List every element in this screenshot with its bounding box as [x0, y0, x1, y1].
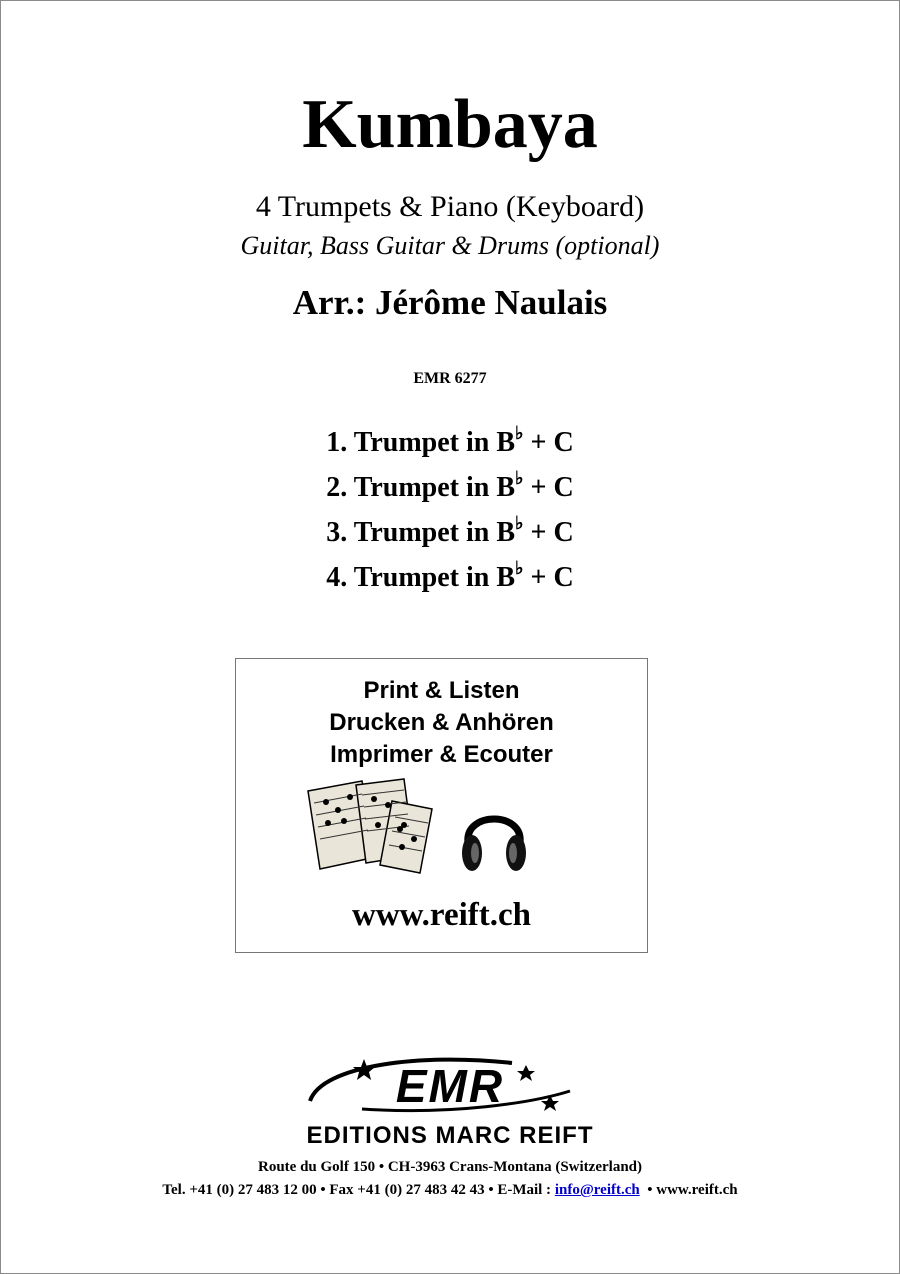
headphones-icon [458, 797, 530, 877]
print-listen-box [235, 658, 648, 953]
publisher-address: Route du Golf 150 • CH-3963 Crans-Montana (Switzerland) [258, 1159, 642, 1175]
emr-logo [230, 1055, 670, 1155]
contact-phone-fax: Tel. +41 (0) 27 483 12 00 • Fax +41 (0) 27 483 42 43 • E-Mail : [162, 1182, 555, 1198]
promo-line-german: Drucken & Anhören [329, 709, 554, 736]
promo-line-french: Imprimer & Ecouter [330, 741, 553, 768]
contact-line [0, 1183, 900, 1198]
part-item: 4. Trumpet in B♭ + C [326, 558, 574, 593]
logo-mark: EMR [395, 1060, 505, 1112]
promo-line-english: Print & Listen [363, 677, 520, 704]
part-item: 3. Trumpet in B♭ + C [326, 513, 574, 548]
page-title: Kumbaya [302, 86, 598, 163]
catalog-number: EMR 6277 [413, 370, 487, 387]
email-link[interactable]: info@reift.ch [554, 1182, 640, 1198]
website-link[interactable]: www.reift.ch [351, 897, 532, 933]
part-item: 2. Trumpet in B♭ + C [326, 468, 574, 503]
contact-website: • www.reift.ch [639, 1182, 738, 1198]
optional-instrumentation: Guitar, Bass Guitar & Drums (optional) [240, 231, 660, 260]
sheet-music-icon [304, 777, 436, 877]
arranger: Arr.: Jérôme Naulais [292, 283, 608, 322]
parts-list [0, 420, 900, 600]
part-item: 1. Trumpet in B♭ + C [326, 423, 574, 458]
instrumentation: 4 Trumpets & Piano (Keyboard) [255, 190, 645, 223]
publisher-name: EDITIONS MARC REIFT [306, 1122, 594, 1149]
